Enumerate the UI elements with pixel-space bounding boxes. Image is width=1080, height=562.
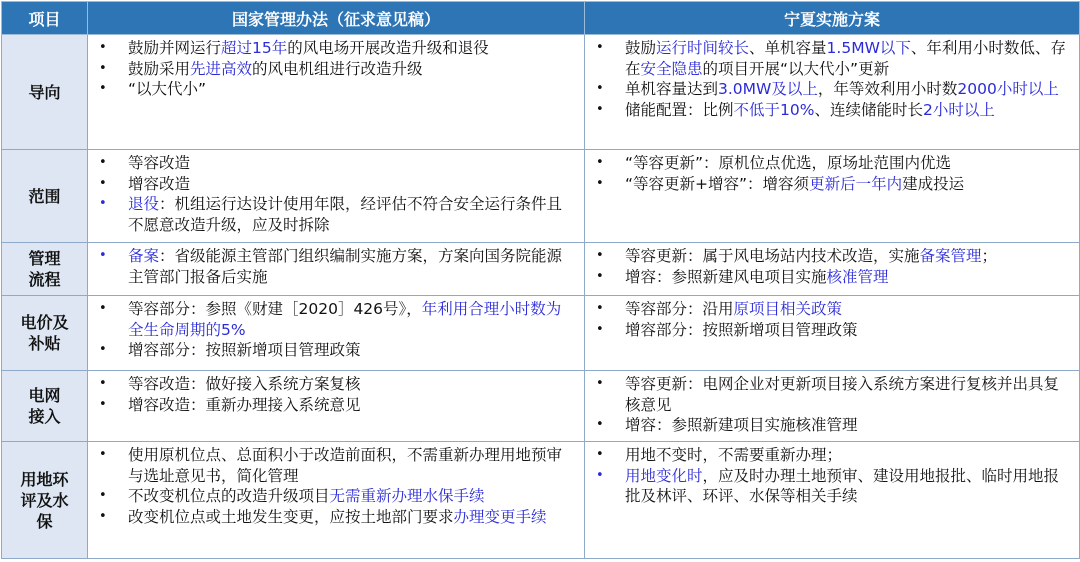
- item-text: 、单机容量: [749, 39, 827, 57]
- list-item: [96, 174, 576, 195]
- ningxia-cell: [585, 371, 1080, 442]
- bullet-icon: •: [596, 447, 604, 462]
- category-label: 管理流程: [28, 249, 61, 289]
- list-item: [593, 320, 1071, 341]
- row-category: [2, 35, 88, 150]
- item-text: 等容更新：属于风电场站内技术改造，实施: [625, 247, 920, 265]
- list-item: [593, 299, 1071, 320]
- bullet-icon: •: [596, 101, 604, 117]
- item-text: 的风电机组进行改造升级: [252, 59, 423, 78]
- highlighted-text: 核准管理: [826, 267, 889, 286]
- highlighted-text: 不低于10%: [733, 100, 815, 119]
- ningxia-cell: [585, 296, 1080, 371]
- category-label: 电网接入: [28, 386, 61, 426]
- category-label: 导向: [28, 82, 61, 102]
- item-text: “以大代小”: [128, 80, 207, 98]
- item-text: 改变机位点或土地发生变更，应按土地部门要求: [128, 507, 454, 526]
- highlighted-text: 先进高效: [190, 59, 253, 78]
- item-text: 增容部分：按照新增项目管理政策: [128, 341, 361, 359]
- bullet-icon: •: [596, 268, 604, 284]
- bullet-icon: •: [99, 40, 107, 55]
- list-item: [96, 445, 576, 486]
- row-category: [2, 150, 88, 243]
- ningxia-cell: [585, 243, 1080, 296]
- item-text: ：省级能源主管部门组织编制实施方案，方案向国务院能源主管部门报备后实施: [128, 247, 563, 286]
- list-item: [593, 38, 1071, 79]
- national-cell: [88, 35, 585, 150]
- ningxia-list: [585, 243, 1079, 289]
- national-cell: [88, 442, 585, 559]
- national-list: [88, 35, 584, 102]
- item-text: 增容部分：按照新增项目管理政策: [625, 320, 858, 339]
- item-text: ，应及时办理土地预审、建设用地报批、临时用地报批及林评、环评、水保等相关手续: [625, 466, 1060, 505]
- national-cell: [88, 150, 585, 243]
- category-label: 电价及补贴: [20, 313, 69, 353]
- highlighted-text: 备案管理: [919, 247, 982, 265]
- highlighted-text: 原项目相关政策: [733, 300, 843, 318]
- list-item: [96, 395, 576, 416]
- table-row: [2, 243, 1080, 296]
- list-item: [96, 194, 576, 235]
- item-text: ；: [981, 247, 998, 265]
- item-text: 鼓励采用: [128, 59, 191, 78]
- ningxia-list: [585, 442, 1079, 509]
- table-row: [2, 35, 1080, 150]
- list-item: [593, 415, 1071, 436]
- bullet-icon: •: [596, 301, 604, 316]
- item-text: 等容改造: [128, 154, 191, 172]
- ningxia-cell: [585, 35, 1080, 150]
- highlighted-text: 退役: [128, 195, 160, 213]
- item-text: ，年等效利用小时数: [817, 80, 958, 98]
- list-item: [96, 79, 576, 100]
- list-item: [593, 445, 1071, 466]
- list-item: [593, 100, 1071, 121]
- list-item: [96, 507, 576, 528]
- bullet-icon: •: [596, 467, 604, 483]
- table-row: [2, 442, 1080, 559]
- list-item: [593, 79, 1071, 100]
- list-item: [593, 153, 1071, 174]
- highlighted-text: 超过15年: [221, 39, 288, 57]
- bullet-icon: •: [596, 175, 604, 191]
- header-item: 项目: [2, 2, 88, 35]
- item-text: 等容部分：参照《财建［2020］426号》，: [128, 300, 422, 318]
- list-item: [593, 246, 1071, 267]
- highlighted-text: 无需重新办理水保手续: [329, 487, 485, 505]
- comparison-table: [1, 1, 1080, 559]
- header-national-policy: 国家管理办法（征求意见稿）: [88, 2, 585, 35]
- header-row: [2, 2, 1080, 35]
- ningxia-list: [585, 371, 1079, 438]
- bullet-icon: •: [596, 417, 604, 432]
- ningxia-cell: [585, 150, 1080, 243]
- item-text: 储能配置：比例: [625, 100, 734, 119]
- policy-comparison-page: [1, 1, 1079, 560]
- bullet-icon: •: [99, 508, 107, 524]
- list-item: [96, 299, 576, 340]
- list-item: [96, 340, 576, 361]
- row-category: [2, 371, 88, 442]
- bullet-icon: •: [596, 248, 604, 263]
- national-cell: [88, 243, 585, 296]
- item-text: “等容更新+增容”：增容须: [625, 174, 810, 193]
- list-item: [96, 59, 576, 80]
- item-text: 不改变机位点的改造升级项目: [128, 487, 330, 505]
- list-item: [593, 267, 1071, 288]
- item-text: 增容改造: [128, 174, 191, 193]
- row-category: [2, 243, 88, 296]
- bullet-icon: •: [99, 81, 107, 96]
- highlighted-text: 3.0MW及以上: [718, 80, 818, 98]
- list-item: [96, 153, 576, 174]
- category-label: 范围: [28, 186, 61, 206]
- item-text: “等容更新”：原机位点优选，原场址范围内优选: [625, 154, 952, 172]
- list-item: [96, 486, 576, 507]
- highlighted-text: 运行时间较长: [656, 39, 750, 57]
- table-body: [2, 35, 1080, 559]
- bullet-icon: •: [99, 488, 107, 503]
- item-text: 的项目开展“以大代小”更新: [702, 59, 890, 78]
- row-category: [2, 442, 88, 559]
- national-list: [88, 243, 584, 289]
- item-text: 、年利用小时数低、存在: [625, 39, 1066, 78]
- highlighted-text: 办理变更手续: [453, 507, 547, 526]
- item-text: ：机组运行达设计使用年限，经评估不符合安全运行条件且不愿意改造升级，应及时拆除: [128, 195, 563, 234]
- bullet-icon: •: [99, 175, 107, 191]
- national-cell: [88, 371, 585, 442]
- national-list: [88, 150, 584, 237]
- item-text: 单机容量达到: [625, 80, 719, 98]
- list-item: [96, 374, 576, 395]
- bullet-icon: •: [596, 40, 604, 55]
- header-ningxia-plan: 宁夏实施方案: [585, 2, 1080, 35]
- bullet-icon: •: [99, 342, 107, 357]
- list-item: [593, 174, 1071, 195]
- bullet-icon: •: [99, 60, 107, 76]
- national-cell: [88, 296, 585, 371]
- bullet-icon: •: [99, 248, 107, 263]
- list-item: [593, 374, 1071, 415]
- item-text: 增容：参照新建风电项目实施: [625, 267, 827, 286]
- highlighted-text: 2000小时以上: [957, 80, 1059, 98]
- category-label: 用地环评及水保: [20, 469, 69, 531]
- list-item: [96, 38, 576, 59]
- ningxia-list: [585, 35, 1079, 122]
- table-row: [2, 371, 1080, 442]
- bullet-icon: •: [99, 396, 107, 412]
- item-text: 增容：参照新建项目实施核准管理: [625, 416, 858, 434]
- bullet-icon: •: [99, 376, 107, 391]
- national-list: [88, 371, 584, 417]
- item-text: 等容更新：电网企业对更新项目接入系统方案进行复核并出具复核意见: [625, 375, 1060, 414]
- bullet-icon: •: [99, 447, 107, 462]
- bullet-icon: •: [99, 155, 107, 170]
- national-list: [88, 296, 584, 363]
- bullet-icon: •: [99, 196, 107, 211]
- highlighted-text: 2小时以上: [922, 100, 995, 119]
- national-list: [88, 442, 584, 529]
- list-item: [96, 246, 576, 287]
- item-text: 增容改造：重新办理接入系统意见: [128, 395, 361, 414]
- table-row: [2, 150, 1080, 243]
- table-row: [2, 296, 1080, 371]
- highlighted-text: 更新后一年内: [809, 174, 903, 193]
- row-category: [2, 296, 88, 371]
- bullet-icon: •: [99, 301, 107, 316]
- bullet-icon: •: [596, 81, 604, 96]
- bullet-icon: •: [596, 376, 604, 391]
- ningxia-list: [585, 150, 1079, 196]
- item-text: 鼓励并网运行: [128, 39, 222, 57]
- item-text: 建成投运: [902, 174, 965, 193]
- highlighted-text: 1.5MW以下: [826, 39, 911, 57]
- list-item: [593, 466, 1071, 507]
- ningxia-cell: [585, 442, 1080, 559]
- item-text: 的风电场开展改造升级和退役: [287, 39, 489, 57]
- highlighted-text: 用地变化时: [625, 466, 703, 485]
- item-text: 鼓励: [625, 39, 657, 57]
- bullet-icon: •: [596, 155, 604, 170]
- item-text: 等容部分：沿用: [625, 300, 734, 318]
- item-text: 使用原机位点、总面积小于改造前面积，不需重新办理用地预审与选址意见书，简化管理: [128, 446, 563, 485]
- item-text: 、连续储能时长: [814, 100, 923, 119]
- highlighted-text: 年利用合理小时数为全生命周期的5%: [128, 300, 562, 339]
- bullet-icon: •: [596, 321, 604, 337]
- item-text: 等容改造：做好接入系统方案复核: [128, 375, 361, 393]
- ningxia-list: [585, 296, 1079, 342]
- highlighted-text: 安全隐患: [640, 59, 703, 78]
- item-text: 用地不变时，不需要重新办理；: [625, 446, 843, 464]
- highlighted-text: 备案: [128, 247, 160, 265]
